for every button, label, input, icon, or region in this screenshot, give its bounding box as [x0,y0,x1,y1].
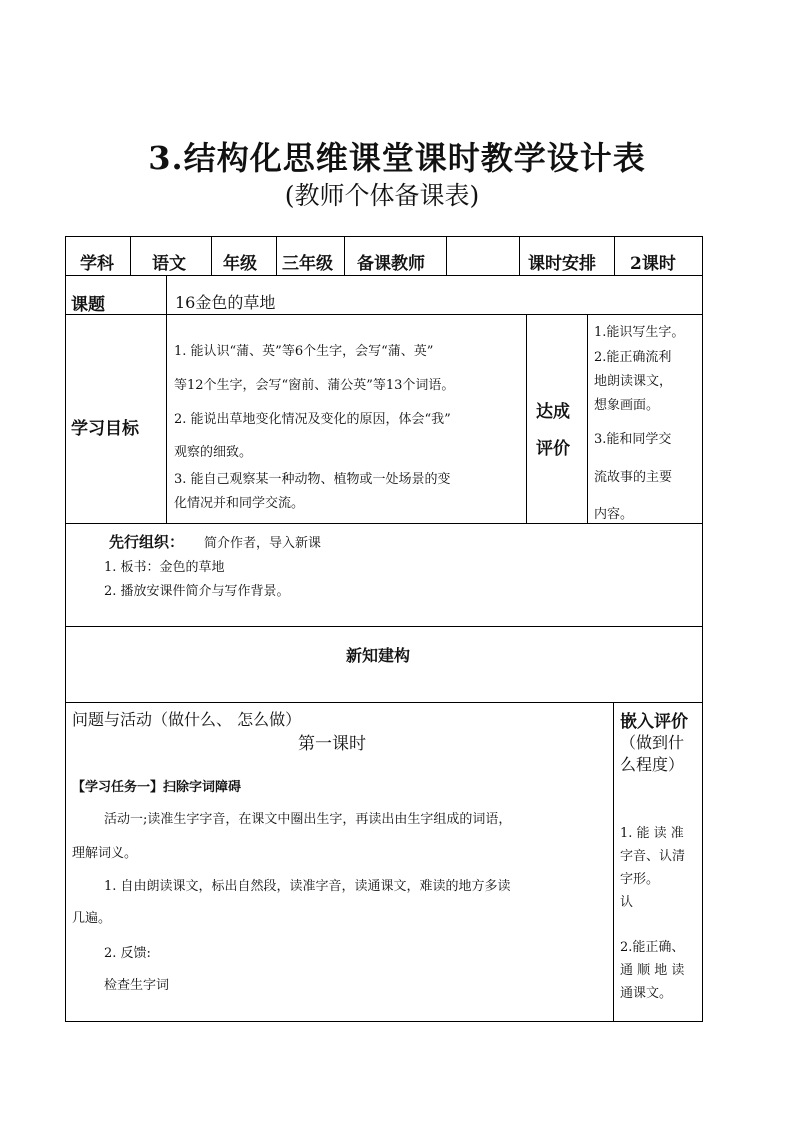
activity-line: 1. 自由朗读课文，标出自然段，读准字音，读通课文，难读的地方多读 [104,879,511,894]
eval-line: 2.能正确流利 [594,350,672,365]
lesson-title: 第一课时 [298,734,366,754]
objective-line: 观察的细致。 [174,445,253,460]
page-subtitle: (教师个体备课表) [284,181,480,210]
embedded-eval-line: 认 [620,895,634,910]
eval-line: 流故事的主要 [594,470,673,485]
advance-item: 2. 播放安课件简介与写作背景。 [104,584,290,599]
table-border-left [65,236,66,1022]
activity-line: 检查生字词 [104,978,170,993]
col-divider [614,236,615,276]
advance-organizer-text: 简介作者，导入新课 [204,536,322,551]
objective-line: 等12个生字，会写“窗前、蒲公英”等13个词语。 [174,378,455,393]
subject-value: 语文 [152,254,186,274]
embedded-eval-line: 1. 能 读 准 [620,826,684,841]
embedded-eval-line: 字音、认清 [620,849,686,864]
eval-line: 地朗读课文， [594,374,673,389]
activity-line: 2. 反馈: [104,946,151,961]
row-divider [65,275,703,276]
activity-line: 几遍。 [72,911,112,926]
col-divider [526,314,527,524]
table-border-right [702,236,703,1022]
objective-line: 1. 能认识“蒲、英”等6个生字，会写“蒲、英” [174,344,434,359]
col-divider [519,236,520,276]
grade-value: 三年级 [282,254,333,274]
grade-label: 年级 [223,254,257,274]
col-divider [446,236,447,276]
learning-task-title: 【学习任务一】扫除字词障碍 [72,780,242,795]
eval-line: 内容。 [594,507,634,522]
table-border-bottom [65,1021,703,1022]
row-divider [65,702,703,703]
eval-line: 1.能识写生字。 [594,325,685,340]
col-divider [166,275,167,524]
embedded-eval-header: （做到什 [620,733,685,752]
activity-line: 活动一;读准生字字音，在课文中圈出生字，再读出由生字组成的词语， [104,812,512,827]
row-divider [65,314,703,315]
advance-item: 1. 板书：金色的草地 [104,560,225,575]
table-border-top [65,236,703,237]
objective-line: 3. 能自己观察某一种动物、植物或一处场景的变 [174,472,451,487]
topic-value: 16金色的草地 [175,293,276,312]
objectives-label: 学习目标 [71,419,139,439]
advance-organizer-label: 先行组织： [109,533,185,551]
col-divider [344,236,345,276]
embedded-eval-line: 字形。 [620,872,660,887]
teacher-label: 备课教师 [357,254,425,274]
page-title: 3.结构化思维课堂课时教学设计表 [148,139,646,177]
topic-label: 课题 [71,295,105,315]
col-divider [276,236,277,276]
schedule-value: 2课时 [630,254,676,274]
col-divider [211,236,212,276]
col-divider [587,314,588,524]
activity-line: 理解词义。 [72,846,138,861]
eval-line: 3.能和同学交 [594,432,672,447]
embedded-eval-header: 嵌入评价 [620,712,688,732]
embedded-eval-line: 通 顺 地 读 [620,963,685,978]
achievement-eval-label: 达成 [536,402,570,422]
activities-header: 问题与活动（做什么、 怎么做） [72,710,302,729]
col-divider [130,236,131,276]
row-divider [65,523,703,524]
subject-label: 学科 [80,254,114,274]
embedded-eval-header: 么程度） [620,755,685,774]
embedded-eval-line: 通课文。 [620,986,673,1001]
embedded-eval-line: 2.能正确、 [620,940,685,955]
objective-line: 化情况并和同学交流。 [174,496,305,511]
objective-line: 2. 能说出草地变化情况及变化的原因，体会“我” [174,412,451,427]
schedule-label: 课时安排 [528,254,596,274]
section-heading-new-knowledge: 新知建构 [346,646,411,665]
eval-line: 想象画面。 [594,398,660,413]
row-divider [65,626,703,627]
col-divider [613,702,614,1022]
achievement-eval-label: 评价 [536,439,570,459]
